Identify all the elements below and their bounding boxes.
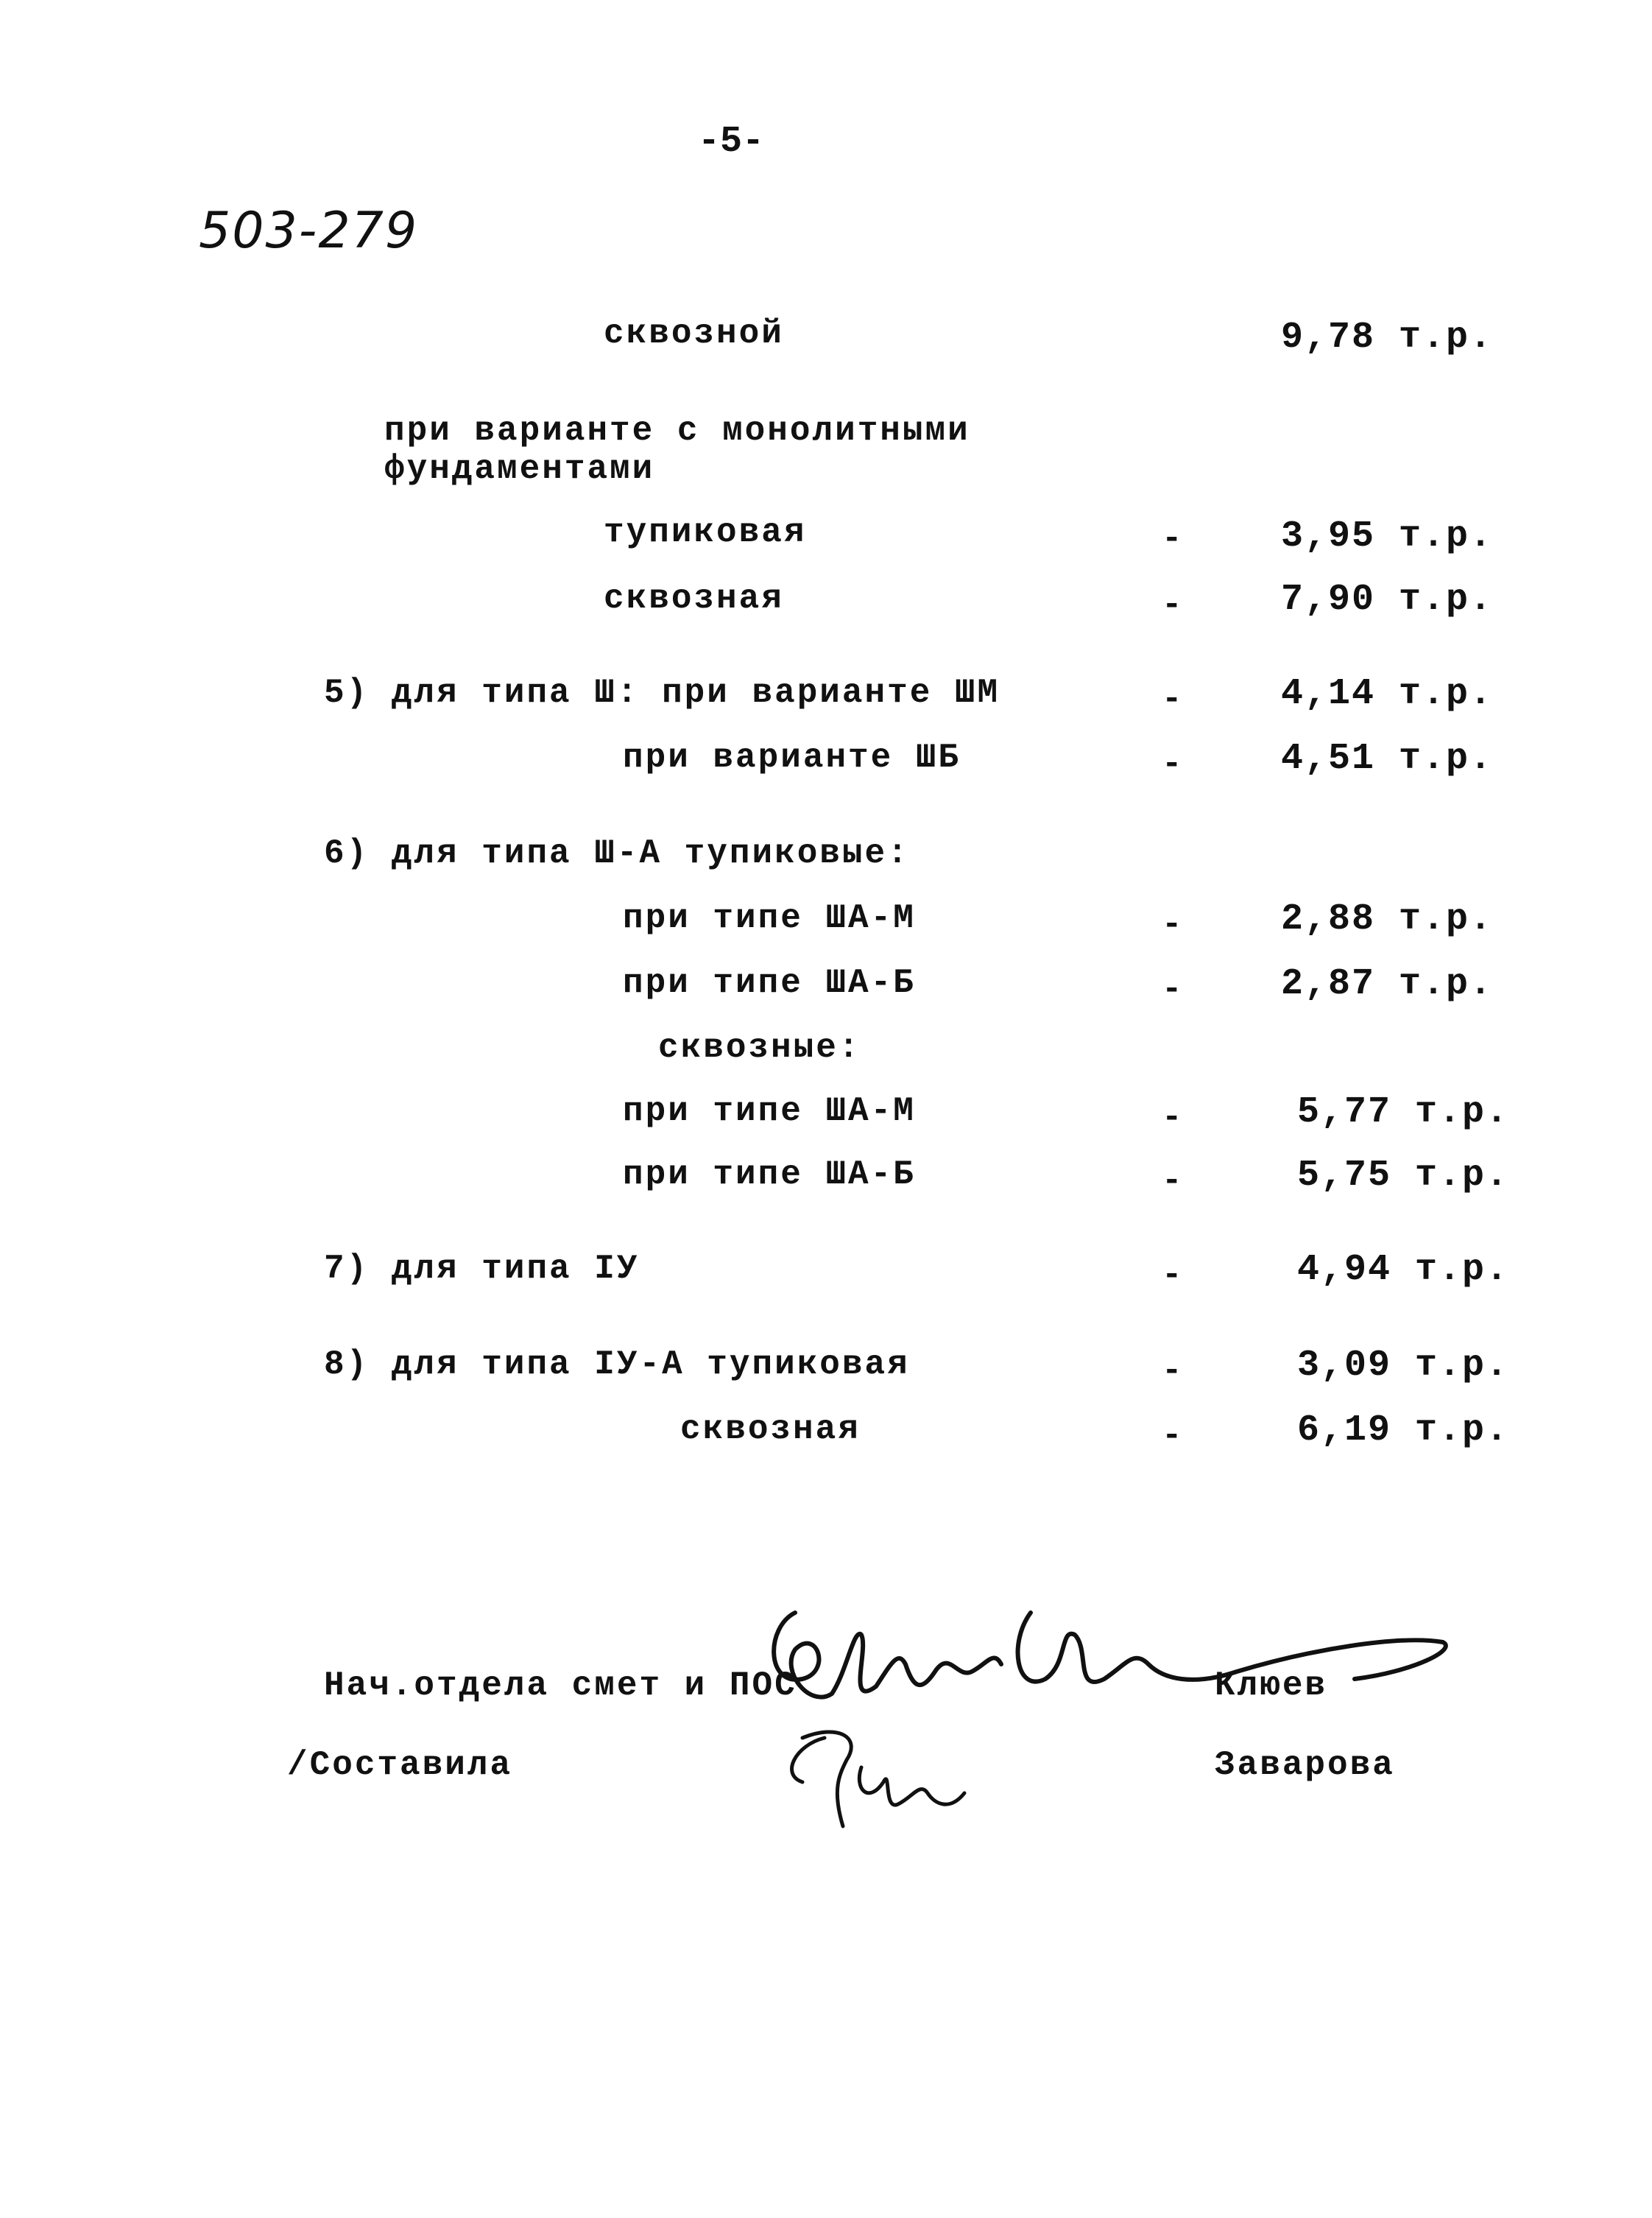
line-dash: - <box>1162 971 1182 1009</box>
line-label: сквозная <box>604 580 784 618</box>
line-label: при типе ША-Б <box>623 964 916 1002</box>
line-label: при варианте с монолитными <box>384 412 970 450</box>
compiler-signature <box>773 1723 1009 1841</box>
page-number: -5- <box>698 121 765 163</box>
line-label: сквозная <box>680 1410 861 1448</box>
compiler-name: Заварова <box>1215 1746 1395 1784</box>
line-value: 4,94 т.р. <box>1297 1249 1510 1291</box>
line-dash: - <box>1162 906 1182 944</box>
line-dash: - <box>1162 586 1182 624</box>
line-label: 8) для типа IУ-А тупиковая <box>324 1345 910 1384</box>
line-label: 5) для типа Ш: при варианте ШМ <box>324 674 1000 712</box>
line-dash: - <box>1162 520 1182 558</box>
head-name: Клюев <box>1215 1666 1328 1705</box>
line-value: 4,51 т.р. <box>1281 738 1494 780</box>
document-code: 503-279 <box>199 202 419 260</box>
head-signature <box>751 1583 1472 1731</box>
line-value: 6,19 т.р. <box>1297 1409 1510 1451</box>
line-dash: - <box>1162 680 1182 719</box>
line-label: при варианте ШБ <box>623 739 961 777</box>
line-label: фундаментами <box>384 450 655 488</box>
compiler-title: /Составила <box>287 1746 513 1784</box>
line-label: тупиковая <box>604 513 807 552</box>
line-dash: - <box>1162 1417 1182 1455</box>
line-value: 5,77 т.р. <box>1297 1091 1510 1133</box>
line-dash: - <box>1162 1099 1182 1137</box>
line-value: 4,14 т.р. <box>1281 673 1494 715</box>
line-label: при типе ША-М <box>623 899 916 937</box>
line-value: 2,88 т.р. <box>1281 898 1494 940</box>
line-dash: - <box>1162 1256 1182 1295</box>
line-label: 6) для типа Ш-А тупиковые: <box>324 834 910 873</box>
head-title: Нач.отдела смет и ПОС <box>324 1666 797 1705</box>
line-value: 9,78 т.р. <box>1281 317 1494 359</box>
line-dash: - <box>1162 1352 1182 1390</box>
line-label: сквозной <box>604 314 784 353</box>
line-dash: - <box>1162 745 1182 784</box>
line-value: 2,87 т.р. <box>1281 963 1494 1005</box>
line-dash: - <box>1162 1162 1182 1200</box>
line-label: при типе ША-М <box>623 1092 916 1130</box>
line-value: 7,90 т.р. <box>1281 579 1494 621</box>
line-label: сквозные: <box>658 1029 861 1067</box>
line-label: 7) для типа IУ <box>324 1250 640 1288</box>
line-value: 3,09 т.р. <box>1297 1345 1510 1387</box>
line-label: при типе ША-Б <box>623 1155 916 1194</box>
line-value: 3,95 т.р. <box>1281 515 1494 557</box>
line-value: 5,75 т.р. <box>1297 1155 1510 1197</box>
